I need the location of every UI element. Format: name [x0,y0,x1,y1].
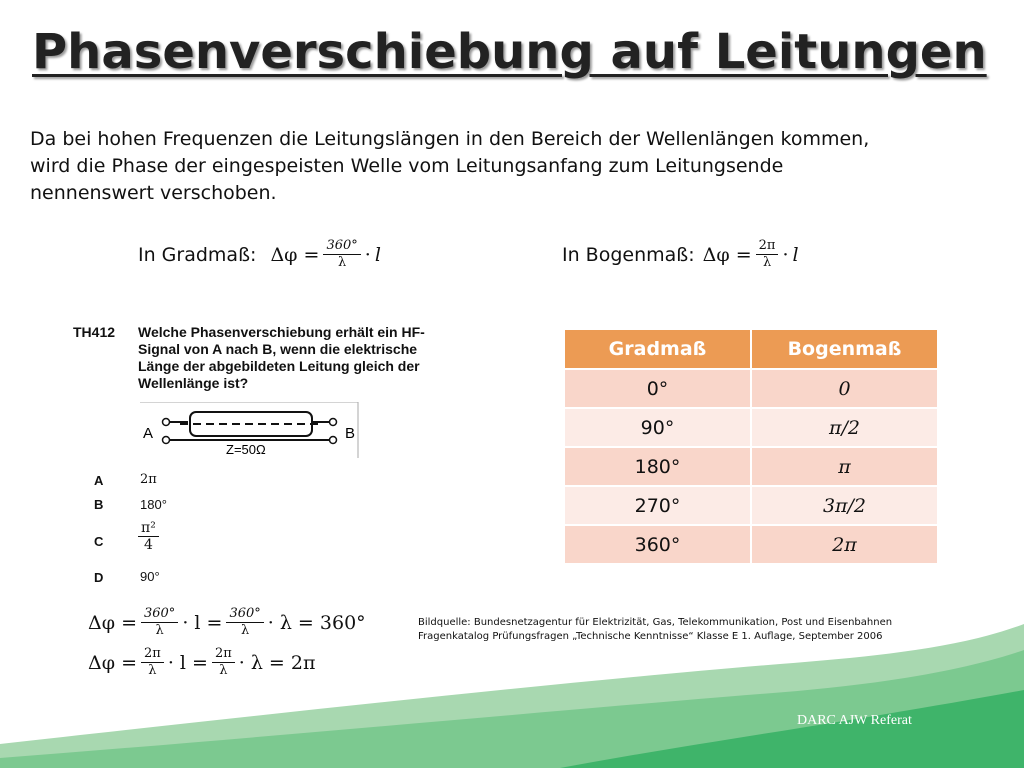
question-id: TH412 [73,324,116,340]
image-source [418,616,892,644]
calc-middle: · l = [167,651,208,674]
answer-value-b: 180° [140,497,167,512]
fraction-denominator: λ [240,623,250,638]
answer-label-d: D [94,570,104,585]
formula-radians [562,238,799,271]
table-cell: 0 [751,369,938,408]
answer-value-a: 2π [140,472,157,487]
calc-result: · λ = 2π [238,651,316,674]
table-cell: 90° [564,408,751,447]
fraction-denominator: 4 [143,537,153,553]
calc-lhs: Δφ = [88,611,137,634]
formula-degrees-fraction [323,238,360,271]
fraction-numerator: 360° [141,606,178,623]
table-cell: 360° [564,525,751,564]
table-header-radians: Bogenmaß [751,329,938,369]
table-header-degrees: Gradmaß [564,329,751,369]
diagram-impedance: Z=50Ω [226,442,266,457]
fraction-denominator: λ [337,255,347,270]
source-line-2: Fragenkatalog Prüfungsfragen „Technische Kenntnisse“ Klasse E 1. Auflage, September 2006 [418,631,883,642]
table-cell: 180° [564,447,751,486]
answer-label-a: A [94,473,104,488]
conversion-table [563,328,939,565]
calculation-radians [88,646,315,679]
length-variable: l [792,243,799,266]
fraction-denominator: λ [155,623,164,638]
table-cell: 270° [564,486,751,525]
fraction-numerator: 360° [226,606,263,623]
table-cell: 0° [564,369,751,408]
formula-degrees [138,238,381,271]
calculation-degrees [88,606,366,639]
table-cell: π/2 [751,408,938,447]
diagram-label-a: A [143,425,154,442]
length-variable: l [374,243,381,266]
fraction-numerator: π² [138,520,159,537]
table-header-row [564,329,938,369]
table-cell: π [751,447,938,486]
formula-degrees-label: In Gradmaß: [138,243,257,266]
fraction-numerator: 360° [323,238,360,255]
calc-lhs: Δφ = [88,651,137,674]
fraction-numerator: 2π [212,646,235,663]
page-title: Phasenverschiebung auf Leitungen [32,24,987,80]
fraction-numerator: 2π [756,238,779,255]
formula-radians-label: In Bogenmaß: [562,243,695,266]
table-row [564,369,938,408]
intro-paragraph: Da bei hohen Frequenzen die Leitungslängen in den Bereich der Wellenlängen kommen, wird die Phase der eingespeisten Welle vom Leitungsanfang zum Leitungsende nennenswert verschoben. [30,128,870,204]
formula-degrees-lhs: Δφ = [270,243,320,266]
formula-radians-fraction [756,238,779,271]
calc-result: · λ = 360° [267,611,366,634]
table-row [564,447,938,486]
answer-value-c [138,520,159,553]
fraction-denominator: λ [762,255,772,270]
formula-radians-lhs: Δφ = [702,243,752,266]
fraction-denominator: λ [219,663,228,678]
source-line-1: Bildquelle: Bundesnetzagentur für Elektrizität, Gas, Telekommunikation, Post und Eisenbahnen [418,617,893,628]
answer-label-b: B [94,497,104,512]
diagram-label-b: B [345,425,356,442]
dot-operator: · [782,243,789,266]
dot-operator: · [364,243,371,266]
table-row [564,408,938,447]
question-text: Welche Phasenverschiebung erhält ein HF-Signal von A nach B, wenn die elektrische Länge der abgebildeten Leitung gleich der Wellenlänge ist? [138,324,425,391]
fraction-denominator: λ [148,663,157,678]
footer-text: DARC AJW Referat [797,713,912,728]
table-row [564,486,938,525]
table-cell: 2π [751,525,938,564]
table-cell: 3π/2 [751,486,938,525]
calc-middle: · l = [182,611,223,634]
answer-value-d: 90° [140,569,160,584]
fraction-numerator: 2π [141,646,164,663]
answer-label-c: C [94,534,104,549]
table-row [564,525,938,564]
coax-cable-diagram [140,402,360,458]
